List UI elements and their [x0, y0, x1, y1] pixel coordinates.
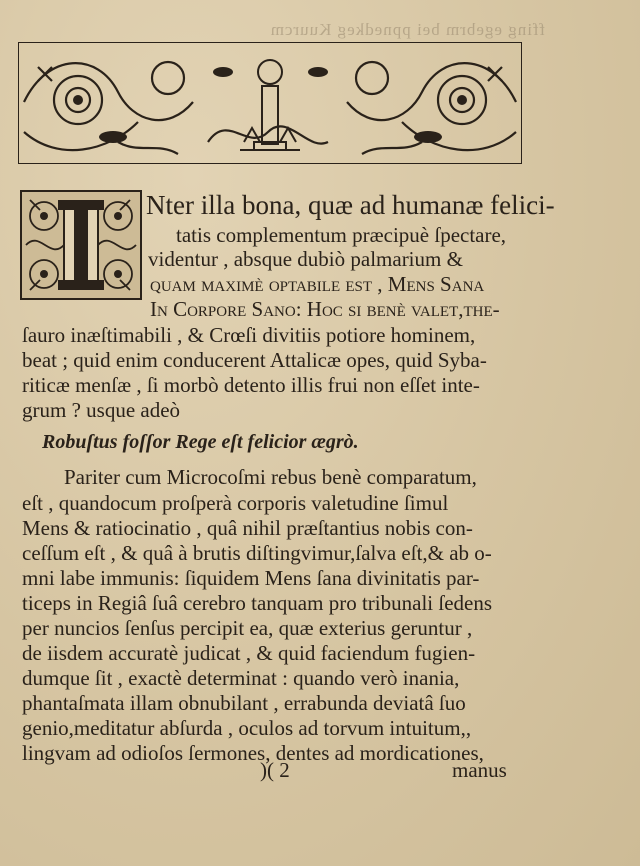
text-line-2: tatis complementum præcipuè ſpectare,: [176, 223, 507, 247]
text-line-1: Nter illa bona, quæ ad humanæ felici-: [146, 190, 555, 220]
para2-line-8: de iisdem accuratè judicat , & quid faciendum fugien-: [22, 641, 476, 665]
para2-line-7: per nuncios ſenſus percipit ea, quæ exterius geruntur ,: [22, 616, 473, 640]
verse-quote: Robuſtus foſſor Rege eſt felicior ægrò.: [42, 431, 359, 453]
para2-line-1: Pariter cum Microcoſmi rebus benè comparatum,: [64, 465, 477, 489]
text-line-8: riticæ menſæ , ſi morbò detento illis frui non eſſet inte-: [22, 373, 480, 397]
woodcut-headpiece-icon: [18, 42, 522, 164]
text-line-9: grum ? usque adeò: [22, 398, 181, 422]
para2-line-6: ticeps in Regiâ ſuâ cerebro tanquam pro tribunali ſedens: [22, 591, 493, 615]
para2-line-4: ceſſum eſt , & quâ à brutis diſtingvimur,ſalva eſt,& ab o-: [22, 541, 492, 565]
text-line-4: quam maximè optabile eſt , Mens Sana: [150, 272, 485, 296]
text-line-7: beat ; quid enim conducerent Attalicæ opes, quid Syba-: [22, 348, 487, 372]
para2-line-10: phantaſmata illam obnubilant , errabunda deviatâ ſuo: [22, 691, 466, 715]
para2-line-3: Mens & ratiocinatio , quâ nihil præſtantius nobis con-: [22, 516, 473, 540]
headpiece-ornament: [18, 42, 522, 164]
signature-mark: )( 2: [260, 758, 290, 782]
text-line-5: In Corpore Sano: Hoc ſi benè valet,the-: [150, 297, 500, 321]
bleed-through-text: ffing egebrm bei ppnedkeg Kuurcm: [269, 20, 545, 39]
para2-line-9: dumque ſit , exactè determinat : quando verò inania,: [22, 666, 460, 690]
decorated-initial-icon: [20, 190, 142, 300]
catchword: manus: [452, 758, 507, 782]
text-line-3: videntur , absque dubiò palmarium &: [148, 247, 463, 271]
para2-line-11: genio,meditatur abſurda , oculos ad torvum intuitum,,: [22, 716, 472, 740]
text-line-6: ſauro inæſtimabili , & Crœſi divitiis potiore hominem,: [22, 323, 476, 347]
para2-line-2: eſt , quandocum proſperà corporis valetudine ſimul: [22, 491, 449, 515]
para2-line-5: mni labe immunis: ſiquidem Mens ſana divinitatis par-: [22, 566, 480, 590]
para2-line-12: lingvam ad odioſos ſermones, dentes ad mordicationes,: [22, 741, 484, 765]
